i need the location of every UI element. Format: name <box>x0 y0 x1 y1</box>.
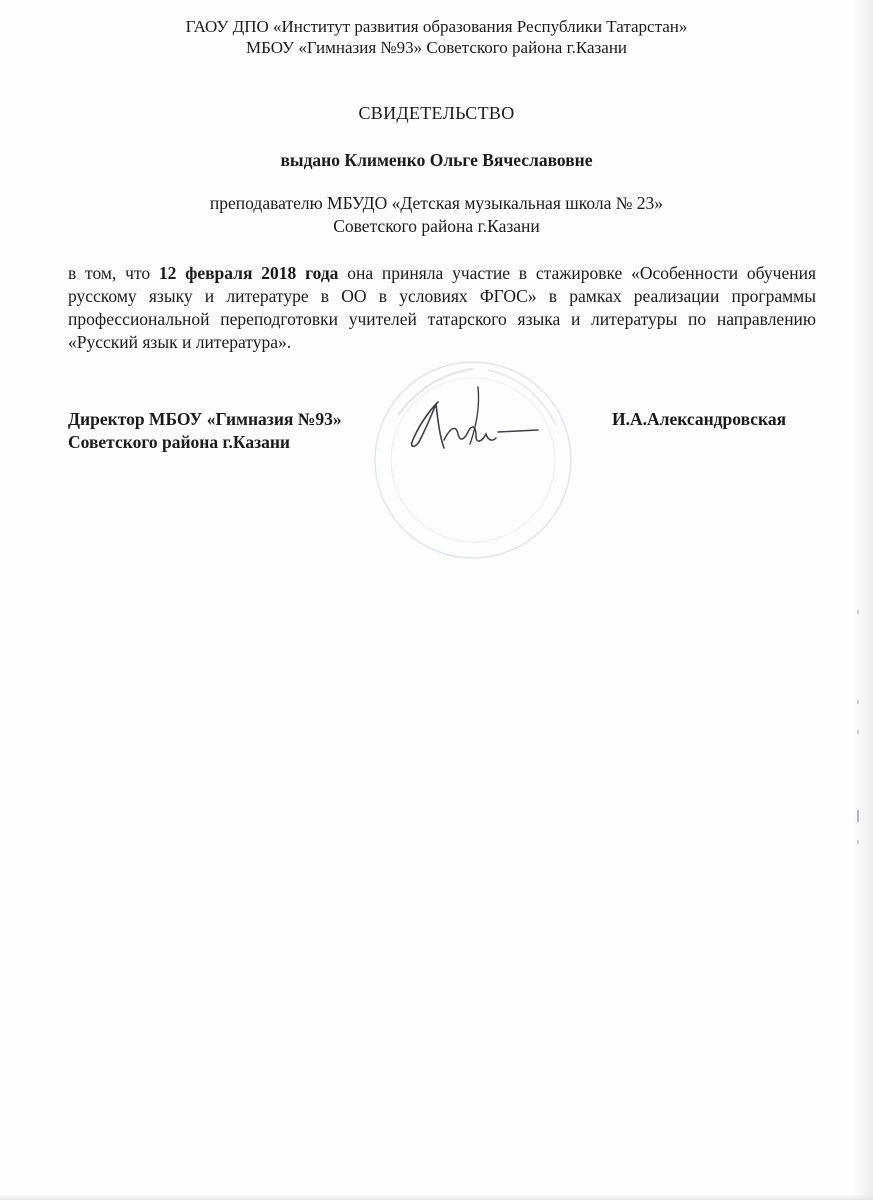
document-title: СВИДЕТЕЛЬСТВО <box>358 103 515 123</box>
director-line-2: Советского района г.Казани <box>68 432 291 452</box>
header-school: МБОУ «Гимназия №93» Советского района г.Казани <box>245 38 628 57</box>
director-line-1: Директор МБОУ «Гимназия №93» <box>68 409 342 429</box>
recipient-position <box>0 192 873 238</box>
page-bottom-shadow <box>0 1194 873 1200</box>
signer-name: И.А.Александровская <box>612 409 787 429</box>
scan-margin-marks <box>852 600 864 860</box>
certificate-body <box>68 262 816 354</box>
body-main-text: она приняла участие в стажировке «Особенности обучения русскому языку и литературе в ОО в условиях ФГОС» в рамках реализации программы профессиональной переподготовки учителей татарского языка и литературы по направлению «Русский язык и литература». <box>68 263 817 352</box>
handwritten-signature <box>398 382 548 462</box>
director-title <box>68 408 342 454</box>
recipient-line: выдано Клименко Ольге Вячеславовне <box>280 150 593 170</box>
header-institute: ГАОУ ДПО «Институт развития образования Республики Татарстан» <box>185 17 688 36</box>
body-date: 12 февраля 2018 года <box>158 263 339 283</box>
position-line-2: Советского района г.Казани <box>333 216 540 236</box>
document-header <box>0 16 873 58</box>
position-line-1: преподавателю МБУДО «Детская музыкальная школа № 23» <box>209 193 664 213</box>
body-prefix: в том, что <box>68 263 159 283</box>
